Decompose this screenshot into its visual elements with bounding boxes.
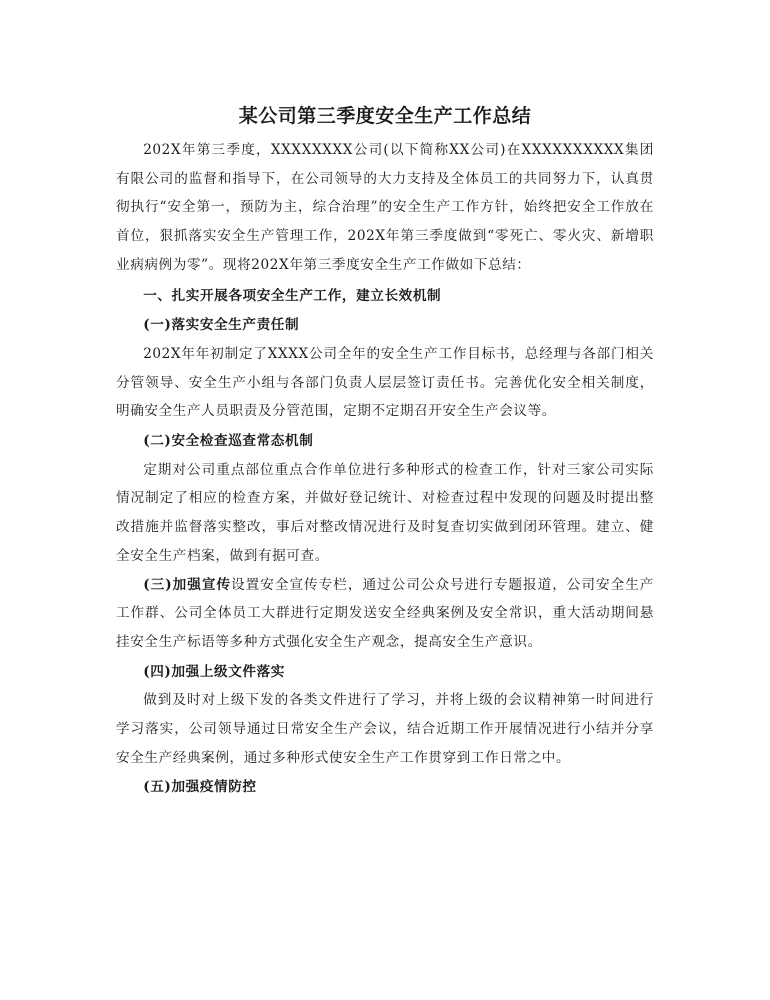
subsection-body-4: 做到及时对上级下发的各类文件进行了学习，并将上级的会议精神第一时间进行学习落实，公司领导通过日常安全生产会议，结合近期工作开展情况进行小结并分享安全生产经典案例，通过多种形式使安全生产工作贯穿到工作日常之中。: [116, 692, 654, 766]
subsection-paragraph-3: [116, 571, 654, 657]
subsection-body-1: 202X年年初制定了XXXX公司全年的安全生产工作目标书，总经理与各部门相关分管领导、安全生产小组与各部门负责人层层签订责任书。完善优化安全相关制度，明确安全生产人员职责及分管范围，定期不定期召开安全生产会议等。: [116, 345, 654, 420]
document-page: [116, 100, 654, 802]
subsection-lead-3: (三)加强宣传: [143, 576, 232, 593]
section-heading-1: 一、扎实开展各项安全生产工作，建立长效机制: [143, 287, 442, 304]
subsection-heading-5: (五)加强疫情防控: [143, 779, 257, 796]
document-title: 某公司第三季度安全生产工作总结: [238, 105, 532, 127]
subsection-heading-4: (四)加强上级文件落实: [143, 663, 285, 680]
intro-paragraph: 202X年第三季度，XXXXXXXX公司(以下简称XX公司)在XXXXXXXXXX集团有限公司的监督和指导下，在公司领导的大力支持及全体员工的共同努力下，认真贯彻执行“安全第一，预防为主，综合治理”的安全生产工作方针，始终把安全工作放在首位，狠抓落实安全生产管理工作，202X年第三季度做到“零死亡、零火灾、新增职业病病例为零”。现将202X年第三季度安全生产工作做如下总结：: [116, 142, 654, 273]
subsection-heading-1: (一)落实安全生产责任制: [143, 317, 300, 334]
subsection-heading-2: (二)安全检查巡查常态机制: [143, 433, 314, 450]
subsection-body-3: 设置安全宣传专栏，通过公司公众号进行专题报道，公司安全生产工作群、公司全体员工大群进行定期发送安全经典案例及安全常识，重大活动期间悬挂安全生产标语等多种方式强化安全生产观念，提高安全生产意识。: [116, 576, 654, 650]
subsection-body-2: 定期对公司重点部位重点合作单位进行多种形式的检查工作，针对三家公司实际情况制定了相应的检查方案，并做好登记统计、对检查过程中发现的问题及时提出整改措施并监督落实整改，事后对整改情况进行及时复查切实做到闭环管理。建立、健全安全生产档案，做到有据可查。: [116, 461, 654, 564]
